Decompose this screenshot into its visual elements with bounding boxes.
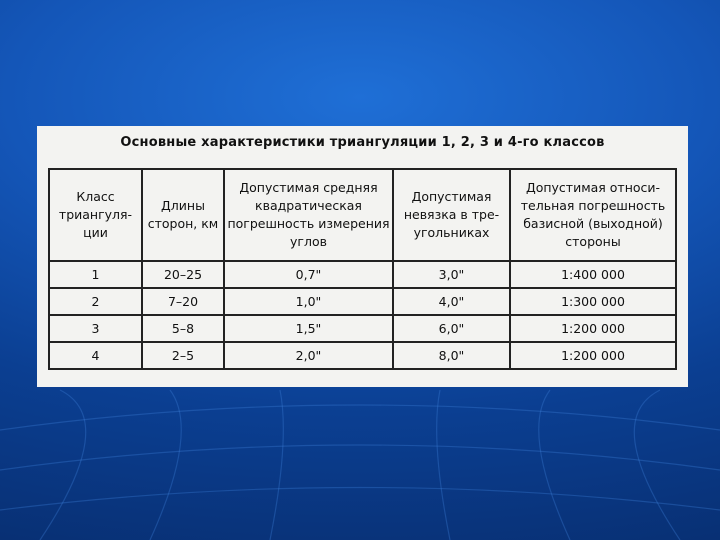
triangulation-table [48, 168, 677, 370]
cell-side-length: 20–25 [142, 261, 224, 288]
header-class: Класс триангуля-ции [49, 169, 142, 261]
header-angle-error: Допустимая средняя квадратическая погрешность измерения углов [224, 169, 393, 261]
cell-angle-error: 0,7" [224, 261, 393, 288]
table-panel [37, 126, 688, 387]
cell-relative-error: 1:300 000 [510, 288, 676, 315]
cell-angle-error: 1,0" [224, 288, 393, 315]
cell-class: 2 [49, 288, 142, 315]
cell-misclosure: 3,0" [393, 261, 510, 288]
header-base-relative-error: Допустимая относи-тельная погрешность базисной (выходной) стороны [510, 169, 676, 261]
cell-misclosure: 6,0" [393, 315, 510, 342]
table-row [49, 342, 676, 369]
table-row [49, 315, 676, 342]
cell-relative-error: 1:200 000 [510, 315, 676, 342]
cell-angle-error: 2,0" [224, 342, 393, 369]
cell-misclosure: 4,0" [393, 288, 510, 315]
cell-class: 1 [49, 261, 142, 288]
header-side-length: Длины сторон, км [142, 169, 224, 261]
table-row [49, 261, 676, 288]
table-row [49, 288, 676, 315]
cell-class: 4 [49, 342, 142, 369]
cell-misclosure: 8,0" [393, 342, 510, 369]
cell-angle-error: 1,5" [224, 315, 393, 342]
cell-side-length: 7–20 [142, 288, 224, 315]
cell-side-length: 5–8 [142, 315, 224, 342]
cell-relative-error: 1:400 000 [510, 261, 676, 288]
table-header-row [49, 169, 676, 261]
cell-relative-error: 1:200 000 [510, 342, 676, 369]
cell-class: 3 [49, 315, 142, 342]
table-title: Основные характеристики триангуляции 1, 2, 3 и 4-го классов [120, 135, 605, 150]
cell-side-length: 2–5 [142, 342, 224, 369]
header-triangle-misclosure: Допустимая невязка в тре-угольниках [393, 169, 510, 261]
